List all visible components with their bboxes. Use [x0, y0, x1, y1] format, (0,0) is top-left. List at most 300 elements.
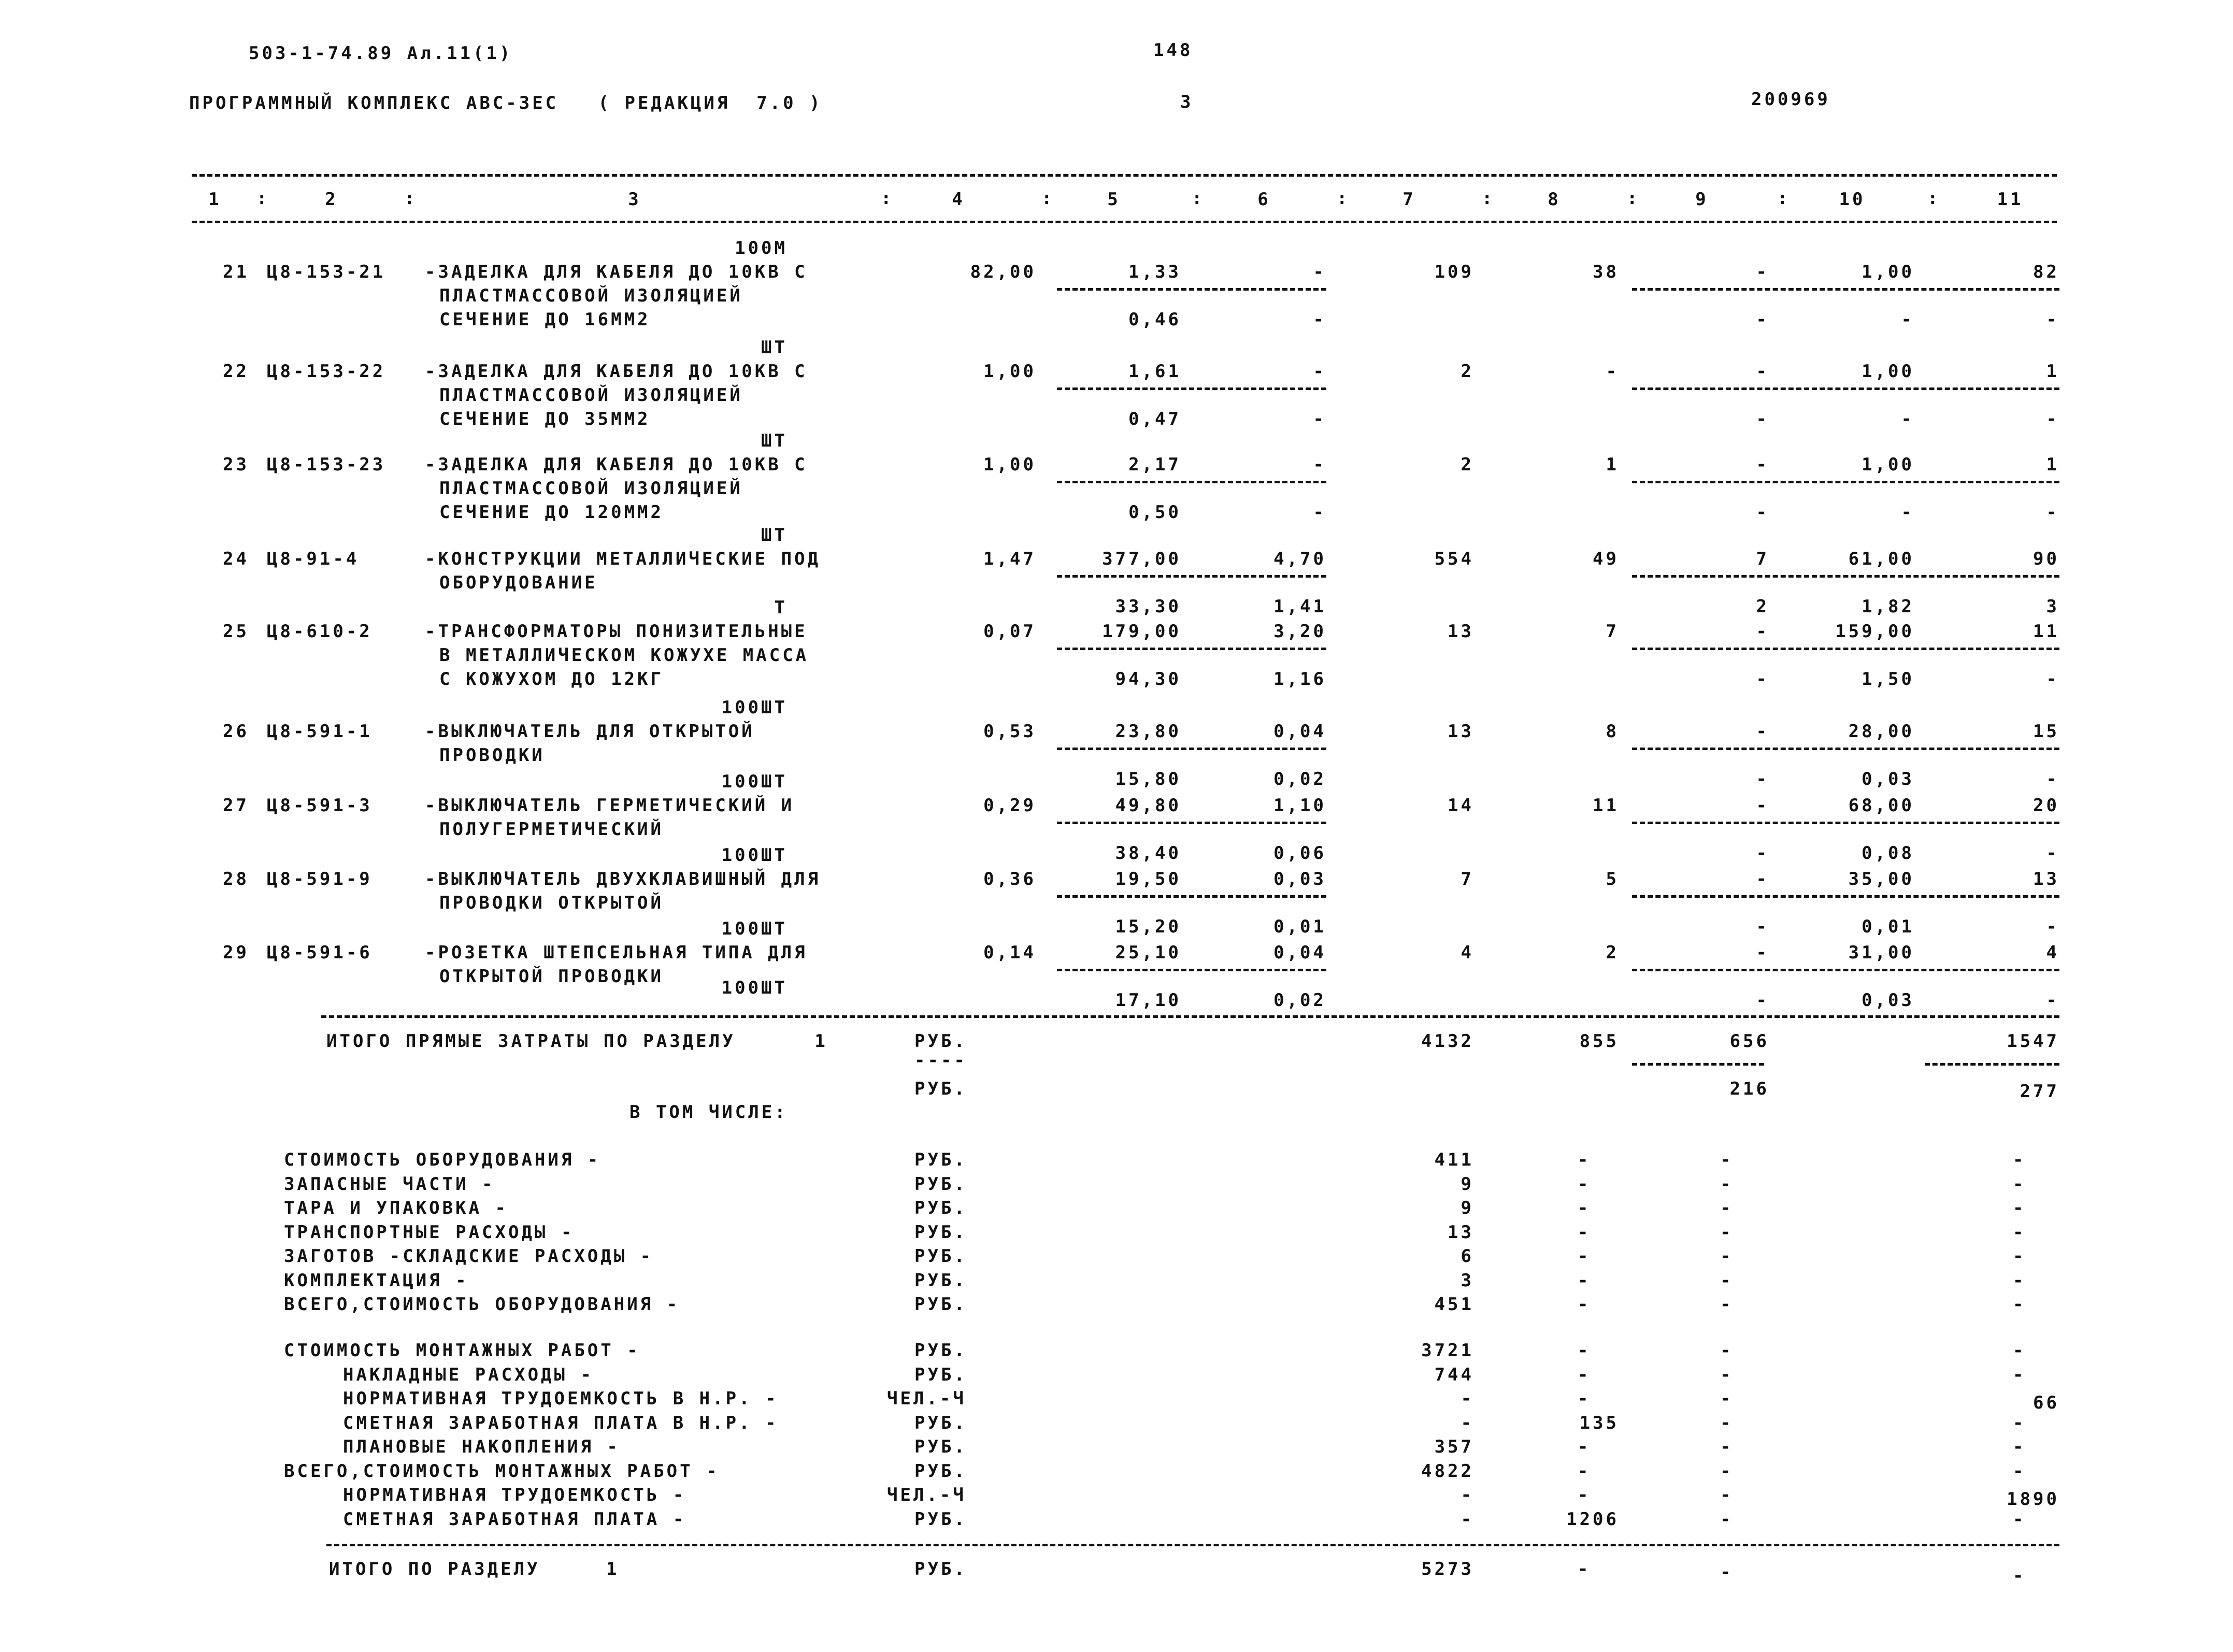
machines-cost: -: [1720, 1562, 1734, 1583]
unit-cost-machines: -: [1313, 262, 1326, 282]
column-number: 10: [1839, 189, 1866, 210]
subrule-right: [1632, 648, 2059, 650]
machine-wages: 216: [1729, 1079, 1769, 1099]
total-cost: 411: [1434, 1150, 1474, 1170]
unit: РУБ.: [914, 1412, 967, 1433]
unit: РУБ.: [914, 1270, 967, 1291]
equipment-line-label: СТОИМОСТЬ ОБОРУДОВАНИЯ -: [284, 1150, 601, 1170]
total-cost: 357: [1434, 1436, 1474, 1457]
column-separator: :: [1777, 188, 1791, 209]
quantity: 0,29: [983, 795, 1036, 816]
unit-cost-total: 179,00: [1102, 621, 1181, 642]
labor-unit: 68,00: [1848, 795, 1914, 816]
machines-cost: -: [1756, 721, 1769, 742]
machines-cost: -: [1756, 454, 1769, 475]
work-description: -РОЗЕТКА ШТЕПСЕЛЬНАЯ ТИПА ДЛЯ: [425, 942, 808, 963]
machine-labor-total: -: [2046, 916, 2059, 937]
total-cost: 6: [1461, 1246, 1474, 1267]
unit-wage: 15,20: [1115, 916, 1181, 937]
unit-machine-wage: 0,06: [1273, 843, 1326, 864]
unit-machine-wage: 1,16: [1273, 669, 1326, 689]
quantity: 82,00: [970, 262, 1036, 282]
unit-label: 100ШТ: [721, 845, 788, 866]
machines-cost: -: [1720, 1388, 1734, 1409]
labor-unit: 1,00: [1862, 361, 1914, 382]
labor-total: -: [2013, 1509, 2026, 1530]
work-description: ПЛАСТМАССОВОЙ ИЗОЛЯЦИЕЙ: [439, 285, 743, 306]
page-number: 148: [1153, 40, 1193, 61]
total-cost: 4822: [1421, 1460, 1474, 1482]
unit-wage: 0,47: [1128, 409, 1181, 429]
machine-labor-unit: 0,08: [1862, 843, 1914, 864]
labor-total: -: [2013, 1364, 2026, 1385]
labor-total: -: [2013, 1340, 2026, 1361]
column-separator: :: [1337, 188, 1350, 209]
column-number: 11: [1997, 189, 2024, 210]
total-cost: 13: [1448, 621, 1474, 642]
subrule-left: [1057, 822, 1326, 824]
subrule-left: [1057, 387, 1326, 390]
equipment-line-label: ВСЕГО,СТОИМОСТЬ ОБОРУДОВАНИЯ -: [284, 1294, 680, 1315]
unit-machine-wage: 0,02: [1273, 990, 1326, 1011]
works-line-label: СТОИМОСТЬ МОНТАЖНЫХ РАБОТ -: [284, 1340, 640, 1361]
subrule-right: [1632, 288, 2059, 291]
unit-cost-machines: 0,03: [1273, 869, 1326, 889]
unit-label: ШТ: [761, 337, 788, 358]
labor-total: 11: [2033, 621, 2059, 642]
unit-machine-wage: 0,02: [1273, 769, 1326, 789]
wages-cost: 49: [1593, 549, 1619, 569]
column-separator: :: [1927, 188, 1941, 209]
equipment-line-label: ТАРА И УПАКОВКА -: [284, 1198, 508, 1218]
unit-wage: 0,50: [1128, 502, 1181, 523]
labor-total: 1: [2046, 361, 2059, 382]
subrule-left: [1057, 575, 1326, 578]
labor-total: 66: [2033, 1392, 2059, 1413]
machines-cost: -: [1720, 1364, 1734, 1385]
labor-total: 1890: [2007, 1489, 2059, 1510]
equipment-line-label: ЗАПАСНЫЕ ЧАСТИ -: [284, 1173, 495, 1195]
unit-wage: 38,40: [1115, 843, 1181, 864]
total-cost: -: [1461, 1412, 1474, 1433]
wages-cost: -: [1578, 1150, 1591, 1170]
labor-total: -: [2013, 1460, 2026, 1482]
rate-code: Ц8-591-3: [267, 795, 373, 816]
unit: РУБ.: [914, 1509, 967, 1530]
total-cost: 14: [1448, 795, 1474, 816]
machines-cost: -: [1756, 869, 1769, 889]
section-rule: [321, 1015, 2059, 1018]
unit-cost-machines: 0,04: [1273, 942, 1326, 963]
unit-wage: 17,10: [1115, 990, 1181, 1011]
unit-machine-wage: -: [1313, 502, 1326, 523]
labor-total: 90: [2033, 549, 2059, 569]
machines-cost: -: [1720, 1150, 1734, 1170]
machine-wages: -: [1756, 843, 1769, 864]
wages-cost: 1: [1606, 454, 1619, 475]
unit-cost-total: 23,80: [1115, 721, 1181, 742]
wages-cost: 135: [1579, 1412, 1619, 1433]
wages-cost: 5: [1606, 869, 1619, 889]
rate-code: Ц8-610-2: [267, 621, 373, 642]
subrule-left: [1057, 648, 1326, 650]
work-description: ПОЛУГЕРМЕТИЧЕСКИЙ: [439, 819, 664, 840]
machines-cost: -: [1720, 1198, 1734, 1218]
labor-total: 13: [2033, 869, 2059, 889]
work-description: ОТКРЫТОЙ ПРОВОДКИ: [439, 966, 664, 987]
subrule-right: [1632, 387, 2059, 390]
machines-cost: 7: [1756, 549, 1769, 569]
work-description: -ВЫКЛЮЧАТЕЛЬ ДВУХКЛАВИШНЫЙ ДЛЯ: [425, 869, 821, 889]
unit-machine-wage: 0,01: [1273, 916, 1326, 937]
total-cost: 7: [1461, 869, 1474, 889]
machine-labor-unit: 0,03: [1862, 990, 1914, 1011]
labor-unit: 28,00: [1848, 721, 1914, 742]
column-separator: :: [1041, 188, 1055, 209]
machines-cost: -: [1756, 942, 1769, 963]
rate-code: Ц8-153-21: [267, 262, 386, 282]
work-description: -КОНСТРУКЦИИ МЕТАЛЛИЧЕСКИЕ ПОД: [425, 549, 821, 569]
subrule-right: [1632, 822, 2059, 824]
unit: РУБ.: [914, 1436, 967, 1457]
machine-wages: -: [1756, 769, 1769, 789]
machines-cost: -: [1720, 1509, 1734, 1530]
labor-total: -: [2013, 1173, 2026, 1195]
machines-cost: -: [1720, 1340, 1734, 1361]
row-number: 23: [223, 454, 249, 475]
labor-total: -: [2013, 1150, 2026, 1170]
column-number: 3: [628, 189, 641, 210]
machine-wages: -: [1756, 990, 1769, 1011]
total-cost: 2: [1461, 454, 1474, 475]
work-description: С КОЖУХОМ ДО 12КГ: [439, 669, 664, 689]
total-cost: 13: [1448, 721, 1474, 742]
machines-cost: -: [1756, 262, 1769, 282]
wages-cost: -: [1578, 1364, 1591, 1385]
wages-cost: -: [1578, 1270, 1591, 1291]
machine-labor-total: -: [2046, 409, 2059, 429]
labor-total: 1547: [2007, 1031, 2059, 1052]
row-number: 28: [223, 869, 249, 889]
labor-total: -: [2013, 1222, 2026, 1243]
machine-wages: 2: [1756, 596, 1769, 617]
work-description: В МЕТАЛЛИЧЕСКОМ КОЖУХЕ МАССА: [439, 645, 809, 666]
machines-cost: -: [1720, 1412, 1734, 1433]
unit-cost-machines: 3,20: [1273, 621, 1326, 642]
machines-cost: -: [1720, 1485, 1734, 1505]
equipment-line-label: ТРАНСПОРТНЫЕ РАСХОДЫ -: [284, 1222, 575, 1243]
subrule: [1632, 1063, 1764, 1066]
quantity: 0,07: [983, 621, 1036, 642]
header-rule-top: [192, 174, 2057, 177]
machines-cost: -: [1756, 621, 1769, 642]
unit: РУБ.: [914, 1340, 967, 1361]
unit-cost-machines: 0,04: [1273, 721, 1326, 742]
row-number: 26: [223, 721, 249, 742]
machine-wages: -: [1756, 409, 1769, 429]
labor-total: 1: [2046, 454, 2059, 475]
machines-cost: -: [1756, 795, 1769, 816]
column-number: 5: [1107, 189, 1121, 210]
machine-labor-total: -: [2046, 669, 2059, 689]
machines-cost: -: [1720, 1173, 1734, 1195]
machine-labor-total: -: [2046, 769, 2059, 789]
quantity: 1,47: [983, 549, 1036, 569]
unit: РУБ.: [914, 1198, 967, 1218]
unit: РУБ.: [914, 1031, 967, 1052]
unit-machine-wage: 1,41: [1273, 596, 1326, 617]
doc-ref: 503-1-74.89 Ал.11(1): [249, 43, 513, 64]
labor-total: 4: [2046, 942, 2059, 963]
unit-cost-machines: -: [1313, 454, 1326, 475]
total-cost: 451: [1434, 1294, 1474, 1315]
labor-total: 15: [2033, 721, 2059, 742]
unit: РУБ.: [914, 1222, 967, 1243]
rate-code: Ц8-591-9: [267, 869, 373, 889]
machine-labor-total: -: [2046, 990, 2059, 1011]
machine-labor-total: -: [2046, 843, 2059, 864]
works-line-label: СМЕТНАЯ ЗАРАБОТНАЯ ПЛАТА В Н.Р. -: [343, 1412, 779, 1433]
subrule-left: [1057, 481, 1326, 483]
program-title: ПРОГРАММНЫЙ КОМПЛЕКС АВС-3ЕС ( РЕДАКЦИЯ 7.0 ): [189, 93, 823, 113]
work-description: -ЗАДЕЛКА ДЛЯ КАБЕЛЯ ДО 10КВ С: [425, 454, 808, 475]
labor-total: -: [2013, 1270, 2026, 1291]
machines-cost: -: [1720, 1246, 1734, 1267]
unit: РУБ.: [914, 1173, 967, 1195]
machine-labor-total: 277: [2020, 1081, 2059, 1102]
unit-cost-total: 2,17: [1128, 454, 1181, 475]
labor-total: 82: [2033, 262, 2059, 282]
column-number: 6: [1257, 189, 1271, 210]
machine-labor-total: 3: [2046, 596, 2059, 617]
column-number: 9: [1695, 189, 1709, 210]
works-line-label: ПЛАНОВЫЕ НАКОПЛЕНИЯ -: [343, 1436, 620, 1457]
work-description: СЕЧЕНИЕ ДО 16ММ2: [439, 309, 651, 330]
unit: РУБ.: [914, 1150, 967, 1170]
wages-cost: -: [1578, 1460, 1591, 1482]
machine-wages: -: [1756, 502, 1769, 523]
wages-cost: -: [1606, 361, 1619, 382]
header-rule-bottom: [192, 221, 2057, 223]
wages-cost: -: [1578, 1246, 1591, 1267]
work-description: -ВЫКЛЮЧАТЕЛЬ ДЛЯ ОТКРЫТОЙ: [425, 721, 755, 742]
machine-labor-total: -: [2046, 309, 2059, 330]
subrule-left: [1057, 288, 1326, 291]
total-cost: 2: [1461, 361, 1474, 382]
wages-cost: -: [1578, 1388, 1591, 1409]
rate-code: Ц8-153-23: [267, 454, 386, 475]
unit-machine-wage: -: [1313, 309, 1326, 330]
unit-label: 100ШТ: [721, 978, 788, 998]
row-number: 25: [223, 621, 249, 642]
wages-cost: -: [1578, 1198, 1591, 1218]
work-description: -ТРАНСФОРМАТОРЫ ПОНИЗИТЕЛЬНЫЕ: [425, 621, 808, 642]
equipment-line-label: КОМПЛЕКТАЦИЯ -: [284, 1270, 469, 1291]
column-number: 8: [1548, 189, 1561, 210]
subrule-right: [1632, 748, 2059, 750]
rate-code: Ц8-591-6: [267, 942, 373, 963]
labor-total: 20: [2033, 795, 2059, 816]
works-line-label: НАКЛАДНЫЕ РАСХОДЫ -: [343, 1364, 594, 1385]
works-line-label: СМЕТНАЯ ЗАРАБОТНАЯ ПЛАТА -: [343, 1509, 686, 1530]
unit: РУБ.: [914, 1294, 967, 1315]
section-rule: [326, 1544, 2059, 1546]
labor-total: -: [2013, 1246, 2026, 1267]
work-description: СЕЧЕНИЕ ДО 35ММ2: [439, 409, 651, 429]
unit: РУБ.: [914, 1246, 967, 1267]
column-separator: :: [881, 188, 894, 209]
subrule-left: [1057, 895, 1326, 898]
wages-cost: -: [1578, 1222, 1591, 1243]
document-code: 200969: [1751, 89, 1830, 110]
total-cost: 3: [1461, 1270, 1474, 1291]
unit-cost-total: 377,00: [1102, 549, 1181, 569]
total-cost: 5273: [1421, 1559, 1474, 1579]
machine-labor-unit: 0,01: [1862, 916, 1914, 937]
column-number: 7: [1402, 189, 1416, 210]
quantity: 0,53: [983, 721, 1036, 742]
work-description: -ЗАДЕЛКА ДЛЯ КАБЕЛЯ ДО 10КВ С: [425, 262, 808, 282]
wages-cost: 38: [1593, 262, 1619, 282]
total-cost: 13: [1448, 1222, 1474, 1243]
wages-cost: -: [1578, 1559, 1591, 1579]
column-separator: :: [1482, 188, 1495, 209]
unit-wage: 94,30: [1115, 669, 1181, 689]
quantity: 0,36: [983, 869, 1036, 889]
machine-labor-unit: 0,03: [1862, 769, 1914, 789]
wages-cost: -: [1578, 1436, 1591, 1457]
labor-total: -: [2013, 1565, 2026, 1586]
labor-unit: 35,00: [1848, 869, 1914, 889]
unit-cost-machines: -: [1313, 361, 1326, 382]
total-cost: 4132: [1421, 1031, 1474, 1052]
unit-label: ШТ: [761, 430, 788, 451]
subrule: [1925, 1063, 2059, 1066]
labor-unit: 61,00: [1848, 549, 1914, 569]
unit-cost-machines: 1,10: [1273, 795, 1326, 816]
column-number: 1: [208, 189, 222, 210]
machine-wages: -: [1756, 916, 1769, 937]
total-direct-label: ИТОГО ПРЯМЫЕ ЗАТРАТЫ ПО РАЗДЕЛУ 1: [326, 1031, 828, 1052]
wages-cost: -: [1578, 1340, 1591, 1361]
wages-cost: 2: [1606, 942, 1619, 963]
unit-cost-total: 25,10: [1115, 942, 1181, 963]
unit-cost-total: 19,50: [1115, 869, 1181, 889]
unit-machine-wage: -: [1313, 409, 1326, 429]
labor-total: -: [2013, 1436, 2026, 1457]
quantity: 1,00: [983, 361, 1036, 382]
unit: РУБ.: [914, 1079, 967, 1099]
row-number: 27: [223, 795, 249, 816]
machines-cost: -: [1756, 361, 1769, 382]
subrule-right: [1632, 969, 2059, 971]
subrule-left: [1057, 748, 1326, 750]
unit: РУБ.: [914, 1364, 967, 1385]
row-number: 21: [223, 262, 249, 282]
unit-wage: 33,30: [1115, 596, 1181, 617]
including-label: В ТОМ ЧИСЛЕ:: [629, 1102, 788, 1123]
machines-cost: 656: [1729, 1031, 1769, 1052]
machines-cost: -: [1720, 1460, 1734, 1482]
labor-unit: 1,00: [1862, 262, 1914, 282]
subrule-right: [1632, 481, 2059, 483]
rate-code: Ц8-153-22: [267, 361, 386, 382]
labor-total: -: [2013, 1294, 2026, 1315]
column-separator: :: [404, 188, 418, 209]
machine-labor-unit: -: [1901, 409, 1914, 429]
column-separator: :: [1627, 188, 1640, 209]
labor-unit: 159,00: [1835, 621, 1914, 642]
total-cost: -: [1461, 1509, 1474, 1530]
total-cost: 109: [1434, 262, 1474, 282]
total-cost: -: [1461, 1388, 1474, 1409]
row-number: 24: [223, 549, 249, 569]
machine-wages: -: [1756, 309, 1769, 330]
wages-cost: -: [1578, 1294, 1591, 1315]
column-number: 4: [952, 189, 965, 210]
work-description: СЕЧЕНИЕ ДО 120ММ2: [439, 502, 664, 523]
labor-unit: 1,00: [1862, 454, 1914, 475]
wages-cost: -: [1578, 1485, 1591, 1505]
rate-code: Ц8-591-1: [267, 721, 373, 742]
total-cost: 9: [1461, 1173, 1474, 1195]
machine-labor-unit: -: [1901, 502, 1914, 523]
unit-cost-total: 1,33: [1128, 262, 1181, 282]
machine-labor-total: -: [2046, 502, 2059, 523]
unit-label: Т: [774, 597, 788, 618]
total-cost: 9: [1461, 1198, 1474, 1218]
unit-cost-total: 49,80: [1115, 795, 1181, 816]
subrule-right: [1632, 895, 2059, 898]
subrule-left: [1057, 969, 1326, 971]
machines-cost: -: [1720, 1436, 1734, 1457]
subrule-right: [1632, 575, 2059, 578]
column-separator: :: [1192, 188, 1205, 209]
machines-cost: -: [1720, 1270, 1734, 1291]
machines-cost: -: [1720, 1222, 1734, 1243]
works-line-label: ВСЕГО,СТОИМОСТЬ МОНТАЖНЫХ РАБОТ -: [284, 1460, 720, 1482]
machine-labor-unit: -: [1901, 309, 1914, 330]
machines-cost: -: [1720, 1294, 1734, 1315]
total-cost: 3721: [1421, 1340, 1474, 1361]
wages-cost: 855: [1579, 1031, 1619, 1052]
row-number: 29: [223, 942, 249, 963]
work-description: -ЗАДЕЛКА ДЛЯ КАБЕЛЯ ДО 10КВ С: [425, 361, 808, 382]
unit-label: ШТ: [761, 525, 788, 545]
unit-label: 100М: [735, 238, 788, 258]
work-description: -ВЫКЛЮЧАТЕЛЬ ГЕРМЕТИЧЕСКИЙ И: [425, 795, 795, 816]
total-cost: 554: [1434, 549, 1474, 569]
unit-dashes: ----: [914, 1050, 967, 1071]
works-line-label: НОРМАТИВНАЯ ТРУДОЕМКОСТЬ -: [343, 1485, 686, 1505]
wages-cost: 8: [1606, 721, 1619, 742]
equipment-line-label: ЗАГОТОВ -СКЛАДСКИЕ РАСХОДЫ -: [284, 1246, 654, 1267]
unit: РУБ.: [914, 1559, 967, 1579]
work-description: ПЛАСТМАССОВОЙ ИЗОЛЯЦИЕЙ: [439, 385, 743, 406]
wages-cost: 11: [1593, 795, 1619, 816]
work-description: ПЛАСТМАССОВОЙ ИЗОЛЯЦИЕЙ: [439, 478, 743, 499]
unit-wage: 15,80: [1115, 769, 1181, 789]
total-cost: 4: [1461, 942, 1474, 963]
unit: РУБ.: [914, 1460, 967, 1482]
rate-code: Ц8-91-4: [267, 549, 360, 569]
machine-labor-unit: 1,50: [1862, 669, 1914, 689]
unit-wage: 0,46: [1128, 309, 1181, 330]
sheet-number: 3: [1180, 92, 1194, 112]
total-cost: 744: [1434, 1364, 1474, 1385]
row-number: 22: [223, 361, 249, 382]
wages-cost: 1206: [1566, 1509, 1619, 1530]
